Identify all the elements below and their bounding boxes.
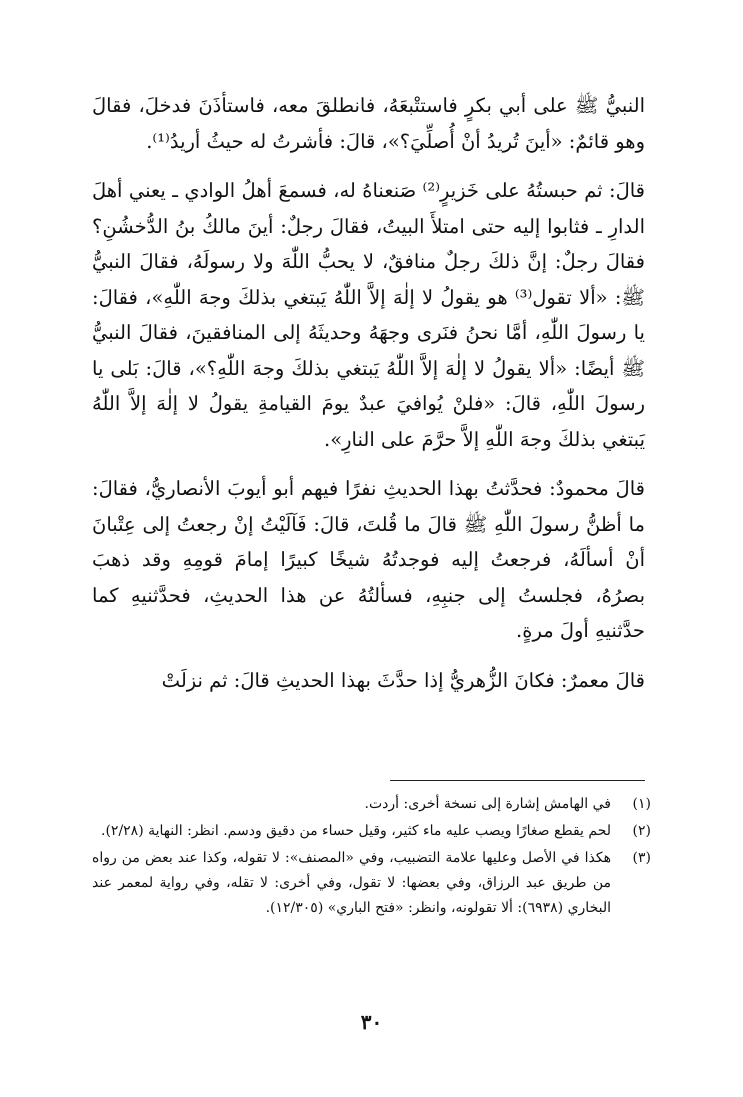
main-text [92, 88, 645, 712]
paragraph-4: قالَ معمرٌ: فكانَ الزُّهريُّ إذا حدَّثَ بهذا الحديثِ قالَ: ثم نزلَتْ [161, 668, 645, 692]
footnote-number: (٢) [632, 823, 651, 839]
paragraph-3: قالَ محمودٌ: فحدَّثتُ بهذا الحديثِ نفرًا فيهم أبو أيوبَ الأنصاريُّ، فقالَ: ما أظنُّ رسولَ اللّٰهِ ﷺ قالَ ما قُلتَ، قالَ: فَآلَيْتُ إنْ رجعتُ إلى عِتْبانَ أنْ أسألَهُ، فرجعتُ إليه فوجدتُهُ شيخًا كبيرًا إمامَ قومِهِ وقد ذهبَ بصرُهُ، فجلستُ إلى جنبِهِ، فسألتُهُ عن هذا الحديثِ، فحدَّثنيهِ كما حدَّثنيهِ أولَ مرةٍ. [92, 477, 645, 642]
footnote-text: هكذا في الأصل وعليها علامة التضبيب، وفي «المصنف»: لا تقوله، وكذا عند بعض من رواه من طريق عبد الرزاق، وفي بعضها: لا تقول، وفي أخرى: لا تقله، وفي رواية لمعمر عند البخاري (٦٩٣٨): ألا تقولونه، وانظر: «فتح الباري» (١٢/٣٠٥). [92, 850, 611, 916]
footnote-2 [92, 819, 651, 844]
footnote-number: (١) [632, 796, 651, 812]
footnote-3 [92, 846, 651, 921]
footnote-divider [390, 780, 645, 781]
footnote-number: (٣) [632, 850, 651, 866]
paragraph-2: قالَ: ثم حبستُهُ على خَزيرٍ⁽²⁾ صَنعناهُ له، فسمعَ أهلُ الوادي ـ يعني أهلَ الدارِ ـ فثابوا إليه حتى امتلأَ البيتُ، فقالَ رجلٌ: أينَ مالكُ بنُ الدُّخشُنِ؟ فقالَ رجلٌ: إنَّ ذلكَ رجلٌ منافقٌ، لا يحبُّ اللّٰهَ ولا رسولَهُ، فقالَ النبيُّ ﷺ: «ألا تقول⁽³⁾ هو يقولُ لا إلٰهَ إلاَّ اللّٰهُ يَبتغي بذلكَ وجهَ اللّٰهِ»، فقالَ: يا رسولَ اللّٰهِ، أمَّا نحنُ فنَرى وجهَهُ وحديثَهُ إلى المنافقينَ، فقالَ النبيُّ ﷺ أيضًا: «ألا يقولُ لا إلٰهَ إلاَّ اللّٰهُ يَبتغي بذلكَ وجهَ اللّٰهِ؟»، قالَ: بَلى يا رسولَ اللّٰهِ، قالَ: «فلنْ يُوافيَ عبدٌ يومَ القيامةِ يقولُ لا إلٰهَ إلاَّ اللّٰهُ يَبتغي بذلكَ وجهَ اللّٰهِ إلاَّ حرَّمَ على النارِ». [92, 179, 645, 451]
footnote-text: لحم يقطع صغارًا ويصب عليه ماء كثير، وقيل حساء من دقيق ودسم. انظر: النهاية (٢/٢٨). [101, 823, 611, 839]
footnote-text: في الهامش إشارة إلى نسخة أخرى: أردت. [364, 796, 611, 812]
footnote-1 [92, 792, 651, 817]
footnotes [92, 792, 651, 923]
page-number: ٣٠ [360, 1010, 383, 1034]
paragraph-1: النبيُّ ﷺ على أبي بكرٍ فاستتْبعَهُ، فانطلقَ معه، فاستأذَنَ فدخلَ، فقالَ وهو قائمٌ: «أينَ تُريدُ أنْ أُصلِّيَ؟»، قالَ: فأشرتُ له حيثُ أريدُ⁽¹⁾. [92, 94, 645, 153]
